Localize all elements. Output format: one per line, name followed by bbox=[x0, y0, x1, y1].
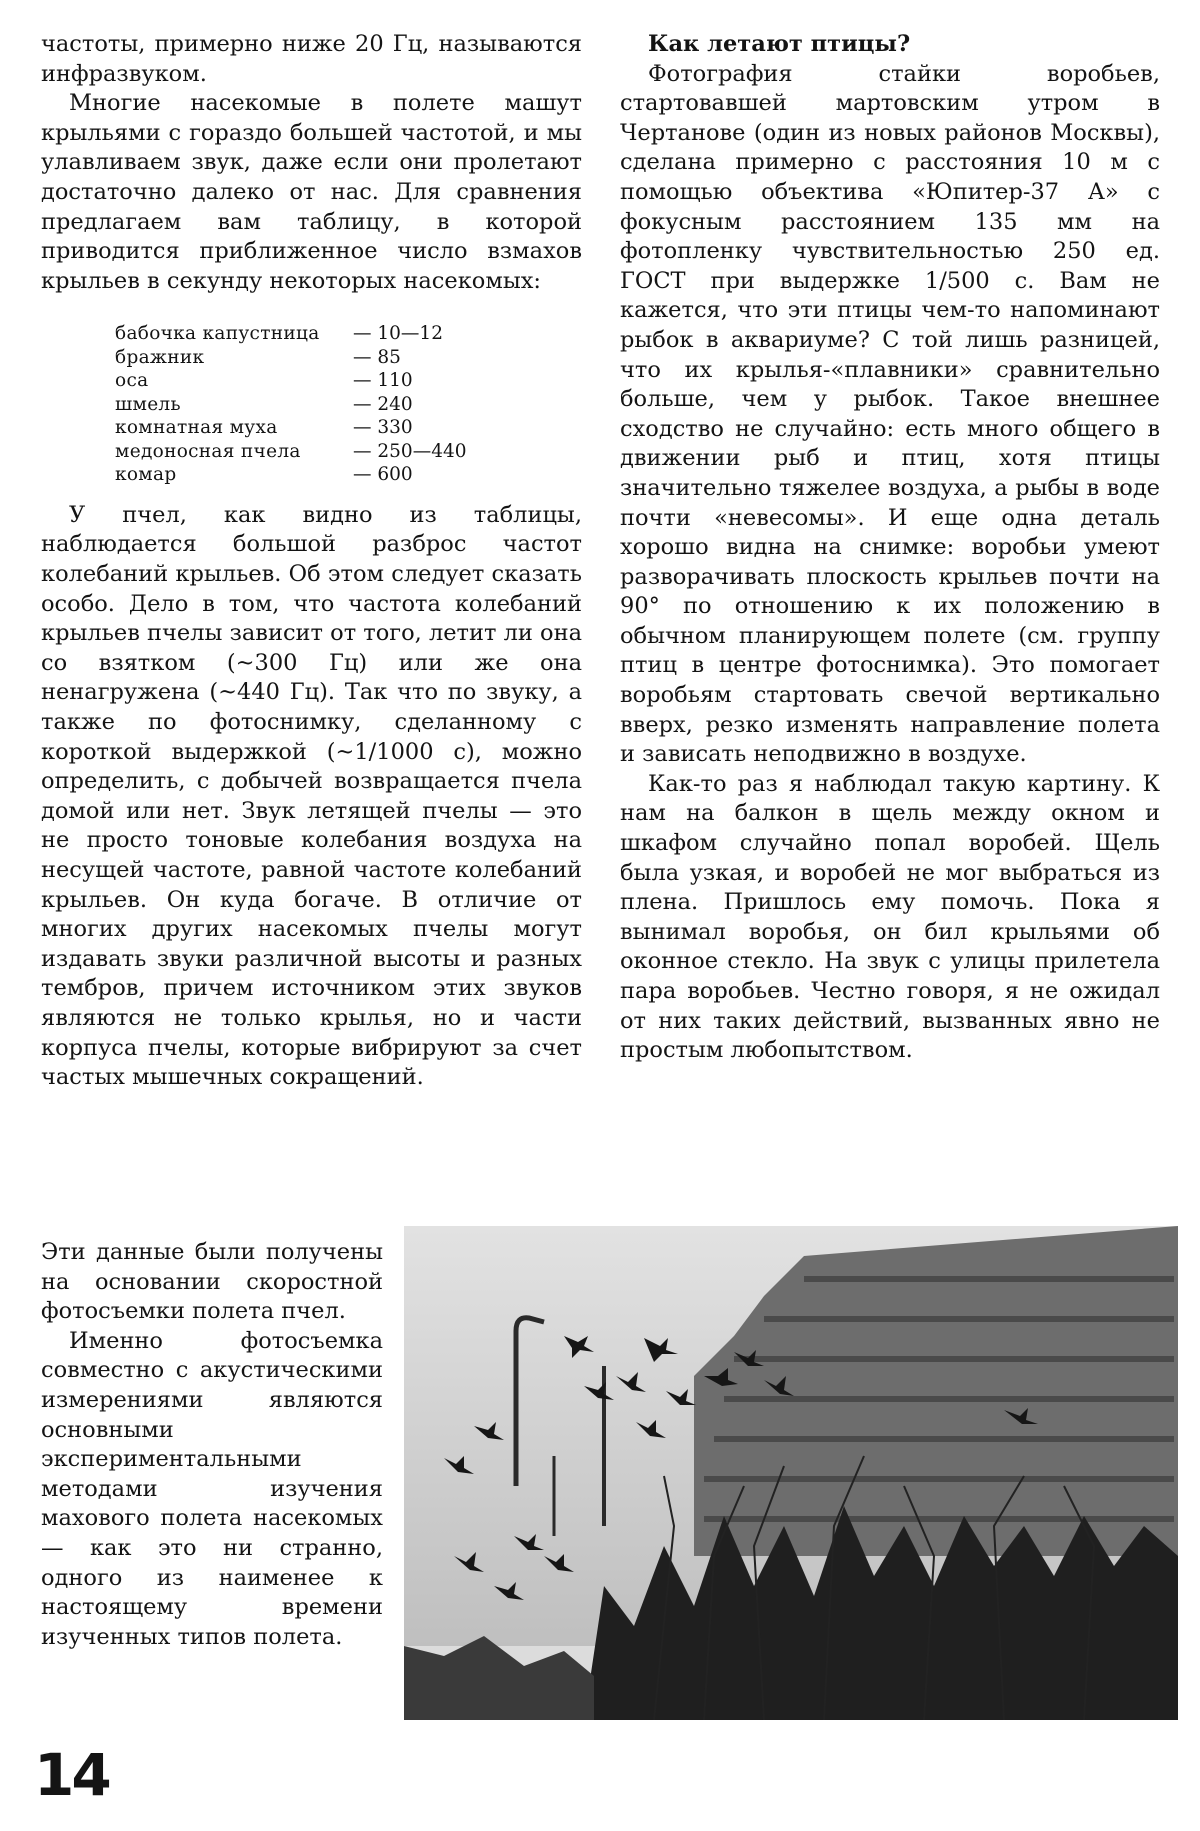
wingbeat-value: — 10—12 bbox=[353, 323, 443, 345]
table-row bbox=[115, 416, 467, 440]
paragraph-photo-description: Фотография стайки воробьев, стартовавшей мартовским утром в Чертанове (один из новых районов Москвы), сделана примерно с расстояния 10 м с помощью объектива «Юпитер-37 А» с фокусным расстоянием 135 мм на фотопленку чувствительностью 250 ед. ГОСТ при выдержке 1/500 с. Вам не кажется, что эти птицы чем-то напоминают рыбок в аквариуме? С той лишь разницей, что их крылья-«плавники» сравнительно больше, чем у рыбок. Такое внешнее сходство не случайно: есть много общего в движении рыб и птиц, хотя птицы значительно тяжелее воздуха, а рыбы в воде почти «невесомы». И еще одна деталь хорошо видна на снимке: воробьи умеют разворачивать плоскость крыльев почти на 90° по отношению к их положению в обычном планирующем полете (см. группу птиц в центре фотоснимка). Это помогает воробьям стартовать свечой вертикально вверх, резко изменять направление полета и зависать неподвижно в воздухе. bbox=[620, 60, 1160, 768]
section-heading: Как летают птицы? bbox=[648, 31, 911, 57]
page-number: 14 bbox=[34, 1741, 109, 1809]
wingbeat-value: — 240 bbox=[353, 393, 413, 415]
left-column bbox=[41, 30, 582, 1093]
paragraph-data-source: Эти данные были получены на основании скоростной фотосъемки полета пчел. bbox=[41, 1239, 383, 1325]
table-row bbox=[115, 346, 467, 370]
insect-name: оса bbox=[115, 370, 149, 392]
right-column bbox=[620, 30, 1160, 1066]
insect-name: бабочка капустница bbox=[115, 323, 320, 345]
wingbeat-value: — 110 bbox=[353, 370, 413, 392]
paragraph-sparrow-story: Как-то раз я наблюдал такую картину. К нам на балкон в щель между окном и шкафом случайно попал воробей. Щель была узкая, и воробей не мог выбраться из плена. Пришлось ему помочь. Пока я вынимал воробья, он бил крыльями об оконное стекло. На звук с улицы прилетела пара воробьев. Честно говоря, я не ожидал от них таких действий, вызванных явно не простым любопытством. bbox=[620, 770, 1160, 1064]
paragraph-intro-continuation: частоты, примерно ниже 20 Гц, называются инфразвуком. bbox=[41, 31, 582, 87]
insect-name: комнатная муха bbox=[115, 417, 278, 439]
paragraph-photo-methods: Именно фотосъемка совместно с акустическими измерениями являются основными экспериментальными методами изучения махового полета насекомых — как это ни странно, одного из наименее к настоящему времени изученных типов полета. bbox=[41, 1327, 383, 1650]
sparrows-photo bbox=[404, 1226, 1178, 1720]
wingbeat-value: — 250—440 bbox=[353, 440, 467, 462]
left-column-bottom bbox=[41, 1238, 383, 1652]
insect-name: шмель bbox=[115, 393, 181, 415]
table-row bbox=[115, 463, 467, 487]
insect-name: комар bbox=[115, 464, 177, 486]
wingbeat-table bbox=[115, 322, 467, 487]
table-row bbox=[115, 322, 467, 346]
table-row bbox=[115, 440, 467, 464]
wingbeat-value: — 85 bbox=[353, 346, 401, 368]
sparrows-photo-illustration bbox=[404, 1226, 1178, 1720]
paragraph-insects-wings: Многие насекомые в полете машут крыльями с гораздо большей частотой, и мы улавливаем звук, даже если они пролетают достаточно далеко от нас. Для сравнения предлагаем вам таблицу, в которой приводится приближенное число взмахов крыльев в секунду некоторых насекомых: bbox=[41, 90, 582, 294]
paragraph-bees: У пчел, как видно из таблицы, наблюдается большой разброс частот колебаний крыльев. Об этом следует сказать особо. Дело в том, что частота колебаний крыльев пчелы зависит от того, летит ли она со взятком (~300 Гц) или же она ненагружена (~440 Гц). Так что по звуку, а также по фотоснимку, сделанному с короткой выдержкой (~1/1000 с), можно определить, с добычей возвращается пчела домой или нет. Звук летящей пчелы — это не просто тоновые колебания воздуха на несущей частоте, равной частоте колебаний крыльев. Он куда богаче. В отличие от многих других насекомых пчелы могут издавать звуки различной высоты и разных тембров, причем источником этих звуков являются не только крылья, но и части корпуса пчелы, которые вибрируют за счет частых мышечных сокращений. bbox=[41, 501, 582, 1091]
table-row bbox=[115, 369, 467, 393]
table-row bbox=[115, 393, 467, 417]
wingbeat-value: — 330 bbox=[353, 417, 413, 439]
wingbeat-value: — 600 bbox=[353, 464, 413, 486]
insect-name: медоносная пчела bbox=[115, 440, 301, 462]
insect-name: бражник bbox=[115, 346, 205, 368]
